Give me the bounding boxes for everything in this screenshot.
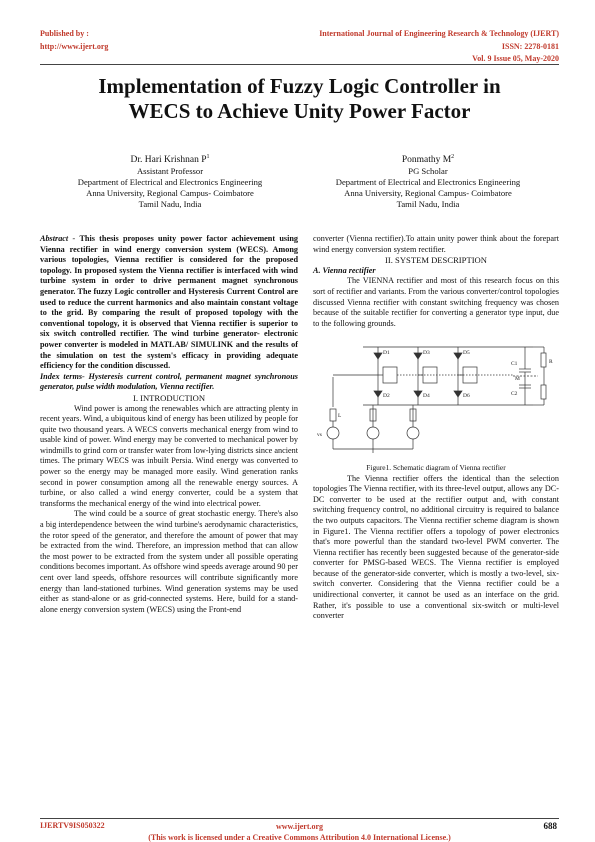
author-loc-1: Tamil Nadu, India xyxy=(138,199,202,210)
paper-title xyxy=(40,74,559,124)
author-block-2 xyxy=(298,152,558,210)
label-d3: D3 xyxy=(423,350,430,357)
label-l: L xyxy=(338,413,342,420)
index-terms: Index terms- Hysteresis current control, permanent magnet synchronous generator, pulse width modulation, Vienna rectifier. xyxy=(40,371,298,392)
section-heading-system-description: II. SYSTEM DESCRIPTION xyxy=(385,255,487,266)
label-d5: D5 xyxy=(463,350,470,357)
footer-divider xyxy=(40,818,559,819)
label-d6: D6 xyxy=(463,393,470,400)
publisher-block xyxy=(40,28,108,53)
subsection-heading-vienna: A. Vienna rectifier xyxy=(313,265,376,275)
author-name-1: Dr. Hari Krishnan $P^1$ xyxy=(130,154,210,166)
vienna-paragraph-2: The Vienna rectifier offers the identical than the selection topologies The Vienna rectifier, with its three-level output, allows any DC-DC converter to be used at the rectifier output and, with constant switching frequency control, no additional circuitry is required to balance the two outputs capacitors. The Vienna rectifier scheme diagram is shown in Figure1. The Vienna rectifier offers a topology of power electronics that's more powerful than the standard two-level PWM converter. The Vienna rectifier has recently been suggested because of the generator-side converter for PMSG-based WECS. The Vienna rectifier is employed because of the generator-side converter, which is mostly a two-level, six-switch converter. Considering that the Vienna rectifier could be a unidirectional converter, it cannot be used as an interface on the grid. Rather, it's possible to use a conventional six-switch or multi-level converter xyxy=(313,473,559,621)
author-name-2: Ponmathy $M^2$ xyxy=(401,154,455,166)
running-header xyxy=(40,28,559,63)
continued-paragraph: converter (Vienna rectifier).To attain unity power think about the forepart wind energy conversion system rectifier. xyxy=(313,234,559,254)
author-dept-2: Department of Electrical and Electronics Engineering xyxy=(335,177,521,188)
publisher-url-link[interactable]: http://www.ijert.org xyxy=(40,41,109,51)
author-role-2: PG Scholar xyxy=(408,166,448,177)
label-d1: D1 xyxy=(383,350,390,357)
vienna-paragraph-1: The VIENNA rectifier and most of this research focus on this sort of rectifier and variants. From the various converter/control topologies discussed Vienna rectifier with constant switching frequency was chosen because of the suitable rectifier for converting a generator type input, due to the following grounds. xyxy=(313,276,559,328)
intro-paragraph-1: Wind power is among the renewables which are attracting plenty in recent years. Wind, a ubiquitous kind of energy has been utilized by people for quite two thousand years. A WECS converts mechanical energy from wind to usable kind of power. Wind energy may be converted to mechanical power by windmills to grind corn or transfer water from low-lying districts since ancient times. The primary WECS was inbuilt Persia. Wind energy was converted to power so the energy may be managed more easily. Wind generation ranks second in power consumption among all the renewable energy sources. A turbine, or also called a wind energy converter, could be a system that transforms the mechanical energy of the wind into electrical power. xyxy=(40,403,298,508)
footer-url-link[interactable]: www.ijert.org xyxy=(275,822,324,831)
publisher-label: Published by : xyxy=(40,29,89,38)
label-vs: vs xyxy=(317,432,322,439)
page-number: 688 xyxy=(543,821,557,831)
journal-issue: Vol. 9 Issue 05, May-2020 xyxy=(472,54,559,63)
author-univ-1: Anna University, Regional Campus- Coimbatore xyxy=(86,188,254,199)
label-m: M xyxy=(515,376,520,383)
intro-paragraph-2: The wind could be a source of great stochastic energy. There's also a big interdependence between the wind turbine's aerodynamic characteristics, the rotor speed of the generator, and therefore the amount of power that may be extracted from the wind. Therefore, an impression method that can allow the most power to be extracted from the system under all possible operating conditions becomes important. As offshore wind speeds average around 90 per cent over land speeds, offshore resources will contribute significantly more energy than land-stationed turbines. Wind generation systems may be used either as stand-alone or as grid-connected systems. Here, build for a stand-alone energy conversion system (WECS) using the Front-end xyxy=(40,509,298,614)
left-column xyxy=(40,234,298,615)
header-divider xyxy=(40,64,559,65)
author-dept-1: Department of Electrical and Electronics Engineering xyxy=(77,177,263,188)
author-univ-2: Anna University, Regional Campus- Coimbatore xyxy=(344,188,512,199)
label-d2: D2 xyxy=(383,393,390,400)
footer-center xyxy=(40,821,559,842)
label-r: R xyxy=(549,359,553,366)
label-d4: D4 xyxy=(423,393,430,400)
label-c2: C2 xyxy=(511,391,518,398)
abstract xyxy=(40,234,298,372)
author-block-1 xyxy=(40,152,300,210)
abstract-text: This thesis proposes unity power factor achievement using Vienna rectifier in wind energy conversion system (WECS). Among various topologies, Vienna rectifier is considered for the proposed topology. In proposed system the Vienna rectifier is interfaced with wind turbine system in order to drive permanent magnet synchronous generator. The fuzzy Logic controller and Hysteresis Current Control are used to reduce the current harmonics and also maintain constant voltage to the grid. By comparing the result of proposed topology with the conventional topology, it is observed that Vienna rectifier is superior to six switch controlled rectifier. The wind turbine generator- electronic power converter is modeled in MATLAB/ SIMULINK and the results of the simulation on test the system's efficacy in providing adequate efficiency for the condition discussed. xyxy=(40,234,299,371)
right-column xyxy=(313,234,559,622)
author-loc-2: Tamil Nadu, India xyxy=(396,199,460,210)
vienna-rectifier-schematic xyxy=(313,337,559,455)
figure-caption: Figure1. Schematic diagram of Vienna rectifier xyxy=(366,462,506,472)
section-heading-introduction: I. INTRODUCTION xyxy=(132,392,206,403)
label-c1: C1 xyxy=(511,361,518,368)
paper-id: IJERTV9IS050322 xyxy=(40,821,105,830)
author-role-1: Assistant Professor xyxy=(136,166,204,177)
license-notice: (This work is licensed under a Creative Commons Attribution 4.0 International License.) xyxy=(148,833,451,842)
paper-title-line-2: WECS to Achieve Unity Power Factor xyxy=(128,99,471,123)
abstract-label: Abstract - xyxy=(40,234,80,243)
journal-name: International Journal of Engineering Research & Technology (IJERT) xyxy=(319,29,559,38)
journal-block xyxy=(319,28,559,66)
paper-title-line-1: Implementation of Fuzzy Logic Controller in xyxy=(98,74,501,98)
journal-issn: ISSN: 2278-0181 xyxy=(501,41,559,51)
